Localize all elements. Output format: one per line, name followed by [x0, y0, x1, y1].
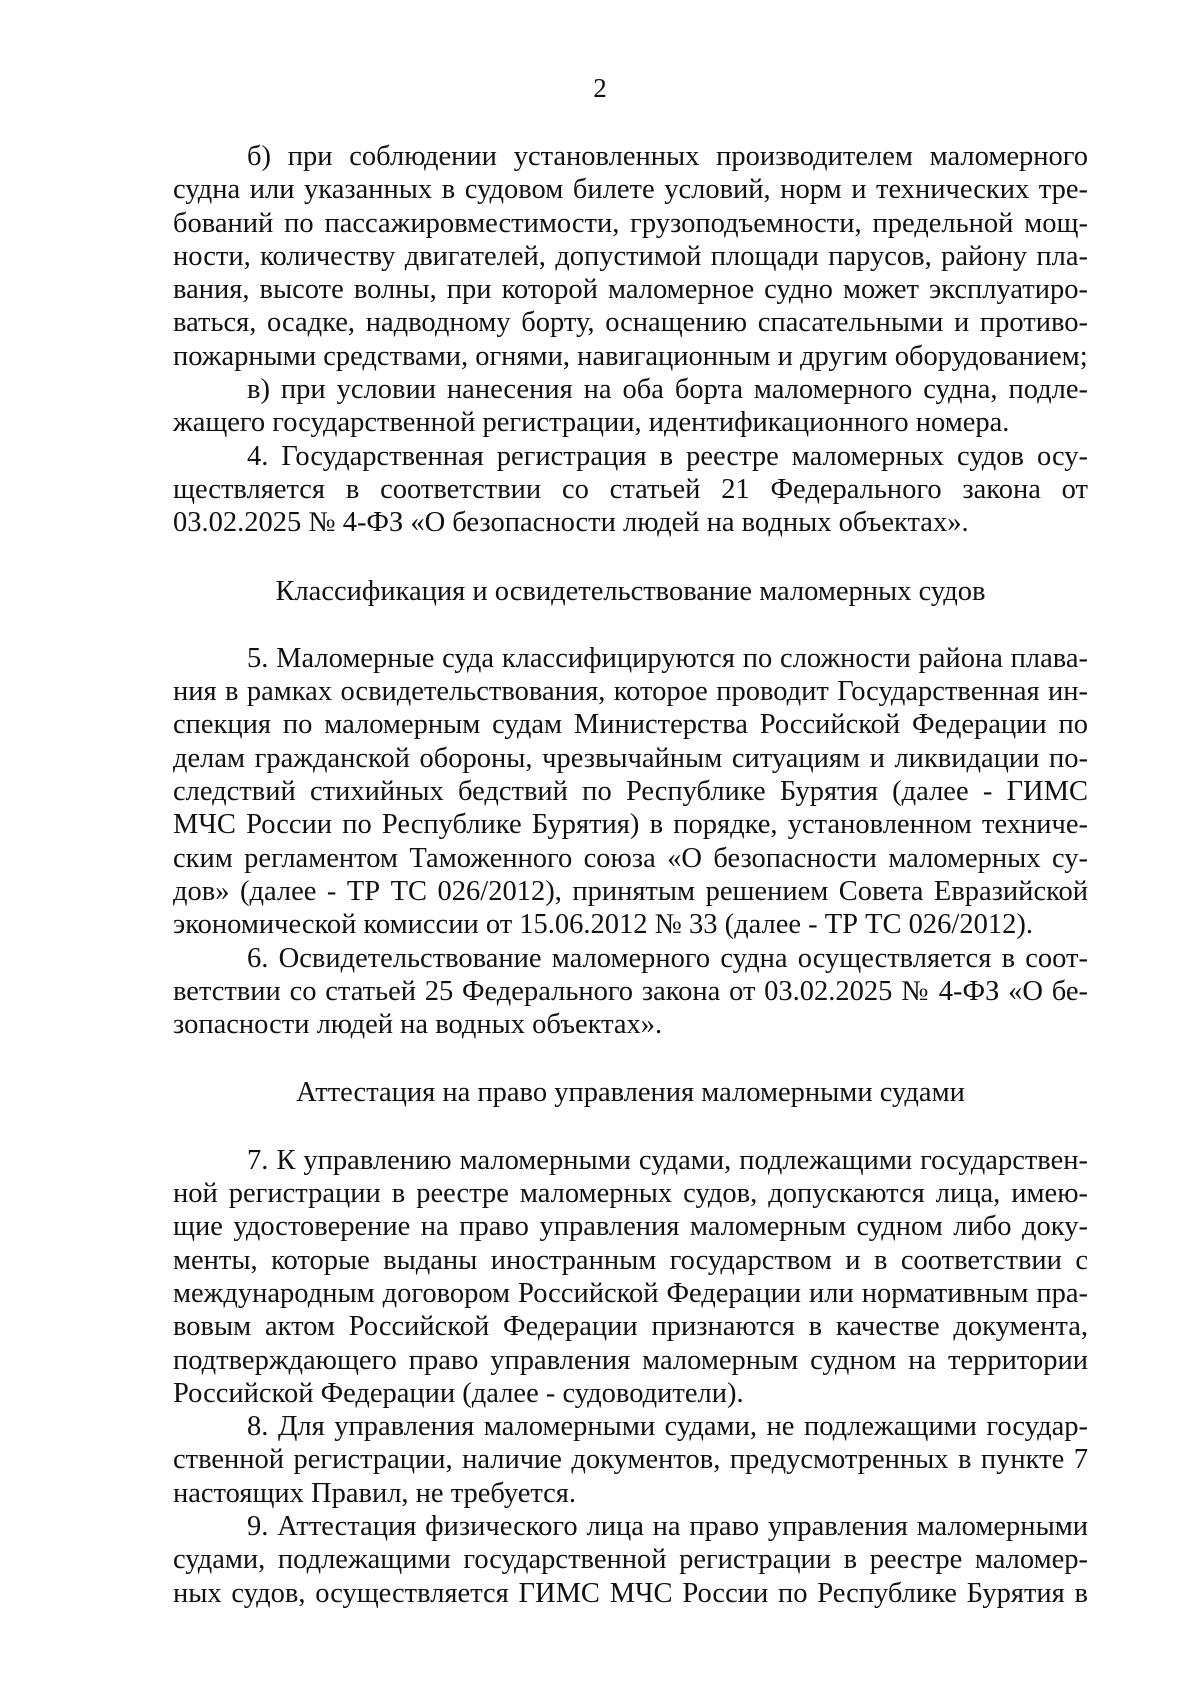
paragraph: [173, 1144, 1088, 1410]
text-line: бований по пассажировместимости, грузоподъемности, предельной мощ-: [173, 207, 1088, 239]
document-body: [173, 140, 1088, 1610]
spacer: [173, 540, 1088, 575]
text-line: экономической комиссии от 15.06.2012 № 33 (далее - ТР ТС 026/2012).: [173, 909, 1033, 941]
text-line: судна или указанных в судовом билете условий, норм и технических тре-: [173, 174, 1088, 206]
text-line: пожарными средствами, огнями, навигационным и другим оборудованием;: [173, 340, 1088, 372]
text-line: дов» (далее - ТР ТС 026/2012), принятым решением Совета Евразийской: [173, 875, 1088, 907]
text-line: б) при соблюдении установленных производителем маломерного: [247, 141, 1088, 172]
text-line: ных судов, осуществляется ГИМС МЧС России по Республике Бурятия в: [173, 1577, 1088, 1609]
text-line: 6. Освидетельствование маломерного судна осуществляется в соот-: [247, 942, 1088, 974]
text-line: настоящих Правил, не требуется.: [173, 1477, 577, 1509]
text-line: 8. Для управления маломерными судами, не подлежащими государ-: [247, 1411, 1088, 1443]
text-line: ским регламентом Таможенного союза «О безопасности маломерных су-: [173, 842, 1088, 874]
text-line: ной регистрации в реестре маломерных судов, допускаются лица, имею-: [173, 1178, 1088, 1210]
text-line: зопасности людей на водных объектах».: [173, 1009, 663, 1041]
paragraph: [173, 440, 1088, 540]
text-line: 5. Маломерные суда классифицируются по сложности района плава-: [247, 642, 1088, 674]
text-line: судами, подлежащими государственной регистрации в реестре маломер-: [173, 1544, 1088, 1576]
text-line: Российской Федерации (далее - судоводители).: [173, 1377, 744, 1409]
text-line: 7. К управлению маломерными судами, подлежащими государствен-: [247, 1144, 1088, 1176]
text-line: ственной регистрации, наличие документов, предусмотренных в пункте 7: [173, 1444, 1088, 1476]
text-line: в) при условии нанесения на оба борта маломерного судна, подле-: [247, 374, 1088, 406]
text-line: менты, которые выданы иностранным государством и в соответствии с: [173, 1244, 1088, 1276]
text-line: МЧС России по Республике Бурятия) в порядке, установленном техниче-: [173, 809, 1088, 841]
text-line: следствий стихийных бедствий по Республике Бурятия (далее - ГИМС: [173, 776, 1088, 808]
spacer: [173, 1110, 1088, 1144]
section-heading: Аттестация на право управления маломерными судами: [296, 1077, 965, 1109]
text-line: 9. Аттестация физического лица на право управления маломерными: [247, 1510, 1088, 1542]
text-line: ществляется в соответствии со статьей 21 Федерального закона от: [173, 473, 1088, 505]
text-line: вовым актом Российской Федерации признаются в качестве документа,: [173, 1311, 1088, 1343]
paragraph: [173, 942, 1088, 1042]
text-line: 03.02.2025 № 4-ФЗ «О безопасности людей на водных объектах».: [173, 507, 969, 539]
text-line: жащего государственной регистрации, идентификационного номера.: [173, 407, 1010, 439]
text-line: подтверждающего право управления маломерным судном на территории: [173, 1344, 1088, 1376]
text-line: ности, количеству двигателей, допустимой площади парусов, району пла-: [173, 240, 1088, 272]
page-number: 2: [593, 73, 607, 103]
paragraph: [173, 373, 1088, 440]
paragraph: [173, 1510, 1088, 1610]
text-line: международным договором Российской Федерации или нормативным пра-: [173, 1277, 1088, 1309]
paragraph: [173, 1410, 1088, 1510]
text-line: ветствии со статьей 25 Федерального закона от 03.02.2025 № 4-ФЗ «О бе-: [173, 975, 1088, 1007]
spacer: [173, 608, 1088, 642]
section-heading: Классификация и освидетельствование маломерных судов: [275, 575, 986, 607]
paragraph: [173, 642, 1088, 942]
spacer: [173, 1041, 1088, 1076]
text-line: щие удостоверение на право управления маломерным судном либо доку-: [173, 1211, 1088, 1243]
text-line: вания, высоте волны, при которой маломерное судно может эксплуатиро-: [173, 274, 1088, 306]
text-line: ния в рамках освидетельствования, которое проводит Государственная ин-: [173, 676, 1088, 708]
text-line: ваться, осадке, надводному борту, оснащению спасательными и противо-: [173, 307, 1088, 339]
paragraph: [173, 140, 1088, 373]
text-line: спекция по маломерным судам Министерства Российской Федерации по: [173, 709, 1088, 741]
text-line: 4. Государственная регистрация в реестре маломерных судов осу-: [247, 440, 1088, 472]
text-line: делам гражданской обороны, чрезвычайным ситуациям и ликвидации по-: [173, 742, 1088, 774]
